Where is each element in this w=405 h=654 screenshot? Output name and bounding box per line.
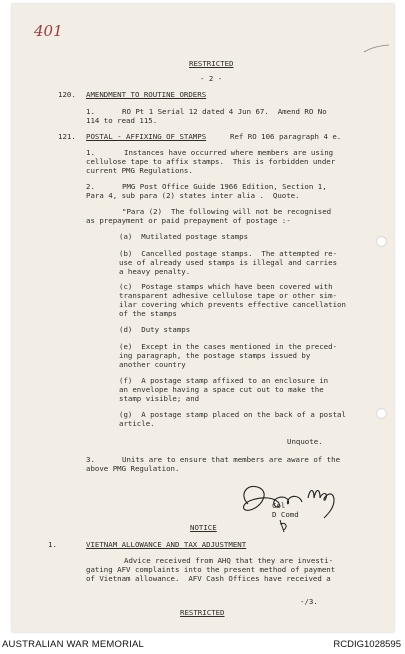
section-120-line: 114 to read 115. [86,116,158,125]
para-3-line: above PMG Regulation. [86,464,180,473]
archive-id: RCDIG1028595 [333,639,401,650]
archive-footer [0,636,405,654]
item-f-line: stamp visible; and [119,394,200,403]
item-c-line: (c) Postage stamps which have been covered with [119,282,333,291]
item-g-line: (g) A postage stamp placed on the back of a postal [119,410,346,419]
notice-title: VIETNAM ALLOWANCE AND TAX ADJUSTMENT [86,540,247,549]
item-b-line: a heavy penalty. [119,267,191,276]
page-continuation: -/3. [300,597,318,606]
section-120-number: 120. [58,90,76,99]
section-120-line: RO Pt 1 Serial 12 dated 4 Jun 67. Amend RO No [122,107,327,116]
item-b-line: (b) Cancelled postage stamps. The attempted re- [119,249,338,258]
item-d: (d) Duty stamps [119,325,191,334]
item-a: (a) Mutilated postage stamps [119,232,249,241]
item-c-line: ilar covering which prevents effective cancellation [119,300,346,309]
para-3-num: 3. [86,455,95,464]
section-121-title: POSTAL - AFFIXING OF STAMPS [86,132,207,141]
punch-hole-icon [376,236,387,247]
item-e-line: (e) Except in the cases mentioned in the preced- [119,342,338,351]
page-marker: - 2 - [200,74,223,83]
section-120-title: AMENDMENT TO ROUTINE ORDERS [86,90,207,99]
para-2-num: 2. [86,182,95,191]
notice-heading: NOTICE [190,523,217,532]
item-b-line: use of already used stamps is illegal and carries [119,258,338,267]
notice-number: 1. [48,540,57,549]
item-e-line: another country [119,360,186,369]
quote-intro-line: as prepayment or paid prepayment of postage :- [86,216,291,225]
quote-intro-line: "Para (2) The following will not be recognised [122,207,332,216]
unquote: Unquote. [287,437,323,446]
item-e-line: ing paragraph, the postage stamps issued by [119,351,311,360]
section-121-title-ref: Ref RO 106 paragraph 4 e. [230,132,342,141]
signature-icon [230,474,350,534]
signature-appointment: D Comd [272,510,299,519]
classification-top: RESTRICTED [189,59,234,68]
para-1-line: cellulose tape to affix stamps. This is forbidden under [86,157,336,166]
handwritten-ref: 401 [34,22,63,40]
item-f-line: an envelope having a space cut out to make the [119,385,324,394]
archive-name: AUSTRALIAN WAR MEMORIAL [2,639,145,650]
para-1-num: 1. [86,148,95,157]
para-3-line: Units are to ensure that members are aware of the [122,455,341,464]
para-1-line: Instances have occurred where members are using [124,148,334,157]
punch-hole-icon [376,408,387,419]
section-120-para-num: 1. [86,107,95,116]
item-c-line: of the stamps [119,309,177,318]
para-1-line: current PMG Regulations. [86,166,193,175]
section-121-number: 121. [58,132,76,141]
document-page [12,4,394,632]
classification-bottom: RESTRICTED [180,608,225,617]
item-c-line: transparent adhesive cellulose tape or other sim- [119,291,338,300]
notice-line: gating AFV complaints into the present method of payment [86,565,336,574]
pencil-mark-icon [362,42,392,56]
para-2-line: Para 4, sub para (2) states inter alia . Quote. [86,191,300,200]
para-2-line: PMG Post Office Guide 1966 Edition, Section 1, [122,182,327,191]
item-f-line: (f) A postage stamp affixed to an enclosure in [119,376,329,385]
notice-line: Advice received from AHQ that they are investi- [124,556,334,565]
signature-rank: Col [272,501,286,510]
notice-line: of Vietnam allowance. AFV Cash Offices have received a [86,574,331,583]
item-g-line: article. [119,419,155,428]
